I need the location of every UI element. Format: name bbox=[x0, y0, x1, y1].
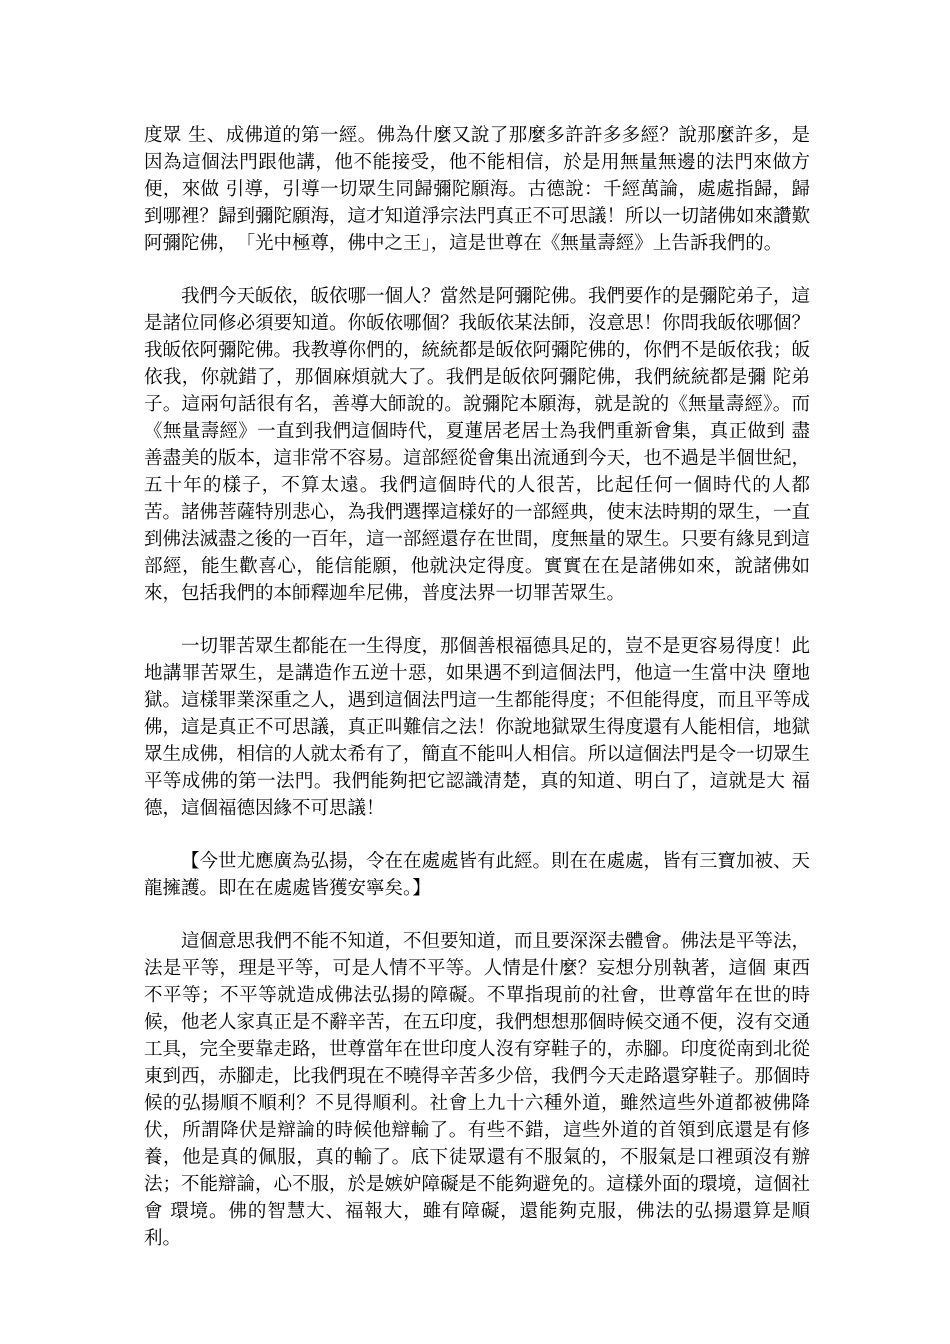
paragraph-3: 一切罪苦眾生都能在一生得度，那個善根福德具足的，豈不是更容易得度！此地講罪苦眾生，是講造作五逆十惡，如果遇不到這個法門，他這一生當中決 墮地獄。這樣罪業深重之人，遇到這個法門這一生都能得度；不但能得度，而且平等成佛，這是真正不可思議，真正叫難信之法！你說地獄眾生得度還有人能相信，地獄眾生成佛，相信的人就太希有了，簡直不能叫人相信。所以這個法門是令一切眾生平等成佛的第一法門。我們能夠把它認識清楚，真的知道、明白了，這就是大 福德，這個福德因緣不可思議！ bbox=[144, 636, 811, 819]
paragraph-5: 這個意思我們不能不知道，不但要知道，而且要深深去體會。佛法是平等法，法是平等，理是平等，可是人情不平等。人情是什麼？妄想分別執著，這個 東西不平等；不平等就造成佛法弘揚的障礙。不單指現前的社會，世尊當年在世的時候，他老人家真正是不辭辛苦，在五印度，我們想想那個時候交通不便，沒有交通工具，完全要靠走路，世尊當年在世印度人沒有穿鞋子的，赤腳。印度從南到北從東到西，赤腳走，比我們現在不曉得辛苦多少倍，我們今天走路還穿鞋子。那個時候的弘揚順不順利？不見得順利。社會上九十六種外道，雖然這些外道都被佛降伏，所謂降伏是辯論的時候他辯輸了。有些不錯，這些外道的首領到底還是有修 養，他是真的佩服，真的輸了。底下徒眾還有不服氣的，不服氣是口裡頭沒有辦法；不能辯論，心不服，於是嫉妒障礙是不能夠避免的。這樣外面的環境，這個社會 環境。佛的智慧大、福報大，雖有障礙，還能夠克服，佛法的弘揚還算是順利。 bbox=[144, 931, 811, 1249]
paragraph-2: 我們今天皈依，皈依哪一個人？當然是阿彌陀佛。我們要作的是彌陀弟子，這是諸位同修必須要知道。你皈依哪個？我皈依某法師，沒意思！你問我皈依哪個？我皈依阿彌陀佛。我教導你們的，統統都是皈依阿彌陀佛的，你們不是皈依我；皈依我，你就錯了，那個麻煩就大了。我們是皈依阿彌陀佛，我們統統都是彌 陀弟子。這兩句話很有名，善導大師說的。說彌陀本願海，就是說的《無量壽經》。而《無量壽經》一直到我們這個時代，夏蓮居老居士為我們重新會集，真正做到 盡善盡美的版本，這非常不容易。這部經從會集出流通到今天，也不過是半個世紀，五十年的樣子，不算太遠。我們這個時代的人很苦，比起任何一個時代的人都 苦。諸佛菩薩特別悲心，為我們選擇這樣好的一部經典，使末法時期的眾生，一直到佛法滅盡之後的一百年，這一部經還存在世間，度無量的眾生。只要有緣見到這 部經，能生歡喜心，能信能願，他就決定得度。實實在在是諸佛如來，說諸佛如來，包括我們的本師釋迦牟尼佛，普度法界一切罪苦眾生。 bbox=[144, 286, 811, 604]
document-page bbox=[144, 122, 810, 1278]
paragraph-1: 度眾 生、成佛道的第一經。佛為什麼又說了那麼多許許多多經？說那麼許多，是因為這個法門跟他講，他不能接受，他不能相信，於是用無量無邊的法門來做方便，來做 引導，引導一切眾生同歸彌陀願海。古德說：千經萬論，處處指歸，歸到哪裡？歸到彌陀願海，這才知道淨宗法門真正不可思議！所以一切諸佛如來讚歎阿彌陀佛， 「光中極尊，佛中之王」，這是世尊在《無量壽經》上告訴我們的。 bbox=[144, 125, 811, 254]
scripture-quote: 【今世尤應廣為弘揚，令在在處處皆有此經。則在在處處，皆有三寶加被、天龍擁護。即在在處處皆獲安寧矣。】 bbox=[144, 851, 811, 899]
